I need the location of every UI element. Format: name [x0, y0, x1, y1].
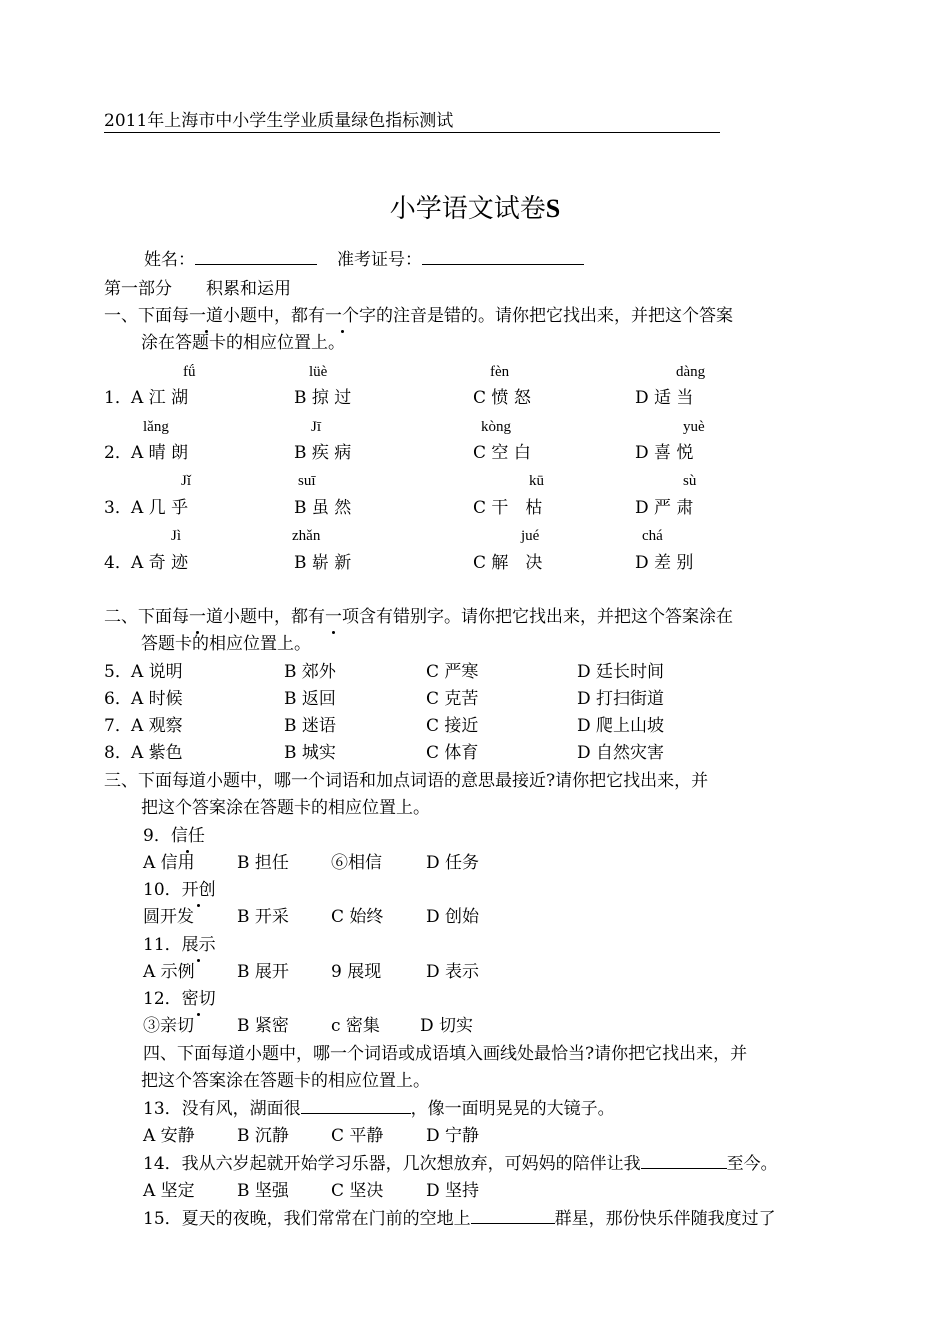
option-c[interactable]: C 克苦 [426, 689, 479, 709]
option-d[interactable]: D 喜 悦 [635, 443, 694, 463]
option-b[interactable]: B 返回 [284, 689, 336, 709]
title-text: 小学语文试卷 [389, 194, 546, 224]
id-label: 准考证号： [337, 250, 422, 270]
pinyin: sù [683, 473, 697, 489]
option-a[interactable]: A 紫色 [131, 743, 183, 763]
option-a[interactable]: A 说明 [131, 662, 183, 682]
option-a[interactable]: 圆开发 [143, 907, 194, 927]
option-b[interactable]: B 疾 病 [294, 443, 352, 463]
pinyin: lǎng [143, 419, 169, 435]
option-b[interactable]: B 迷语 [284, 716, 336, 736]
pinyin: chá [642, 528, 663, 544]
option-d[interactable]: D 坚持 [426, 1181, 480, 1201]
pinyin: fǘ [183, 364, 196, 380]
question-15: 15．夏天的夜晚，我们常常在门前的空地上 群星，那份快乐伴随我度过了 [143, 1209, 776, 1229]
option-c[interactable]: ⑥相信 [331, 853, 382, 873]
answer-blank[interactable] [471, 1209, 555, 1224]
question-number: 6． [104, 689, 132, 709]
option-d[interactable]: D 爬上山坡 [577, 716, 665, 736]
option-d[interactable]: D 严 肃 [635, 498, 694, 518]
option-c[interactable]: C 坚决 [331, 1181, 384, 1201]
pinyin: Jī [311, 419, 322, 435]
student-info [144, 250, 584, 270]
section4-instruction: 四、下面每道小题中，哪一个词语或成语填入画线处最恰当?请你把它找出来，并 [143, 1044, 748, 1064]
option-c[interactable]: C 严寒 [426, 662, 479, 682]
option-b[interactable]: B 郊外 [284, 662, 336, 682]
option-a[interactable]: A 几 乎 [131, 498, 189, 518]
pinyin: zhǎn [292, 528, 321, 544]
pinyin: yuè [683, 419, 705, 435]
option-c[interactable]: C 解 决 [473, 553, 543, 573]
option-a[interactable]: A 示例 [143, 962, 195, 982]
question-number: 1． [104, 388, 132, 408]
option-a[interactable]: A 坚定 [143, 1181, 195, 1201]
option-c[interactable]: C 平静 [331, 1126, 384, 1146]
pinyin: jué [521, 528, 540, 544]
section4-instruction-line2: 把这个答案涂在答题卡的相应位置上。 [141, 1071, 430, 1091]
option-b[interactable]: B 担任 [237, 853, 289, 873]
question-number: 4． [104, 553, 132, 573]
answer-blank[interactable] [301, 1099, 411, 1114]
section2-instruction-line2: 答题卡的相应位置上。 [141, 634, 311, 654]
pinyin: fèn [490, 364, 510, 380]
option-a[interactable]: A 江 湖 [131, 388, 189, 408]
option-c[interactable]: c 密集 [331, 1016, 380, 1036]
question-number: 8． [104, 743, 132, 763]
option-d[interactable]: D 自然灾害 [577, 743, 665, 763]
emphasis-text: 每一道 [172, 607, 223, 627]
name-blank[interactable] [195, 250, 317, 265]
section3-instruction-line2: 把这个答案涂在答题卡的相应位置上。 [141, 798, 430, 818]
section2-instruction: 二、下面每一道小题中，都有一项含有错别字。请你把它找出来，并把这个答案涂在 [104, 607, 733, 627]
target-word: 信任 [170, 826, 205, 846]
option-b[interactable]: B 崭 新 [294, 553, 352, 573]
option-a[interactable]: A 晴 朗 [131, 443, 189, 463]
pinyin: kū [529, 473, 544, 489]
option-a[interactable]: A 信用 [143, 853, 195, 873]
option-c[interactable]: C 愤 怒 [473, 388, 531, 408]
option-c[interactable]: C 接近 [426, 716, 479, 736]
pinyin: Jǐ [181, 473, 192, 489]
option-a[interactable]: ③亲切 [143, 1016, 194, 1036]
option-a[interactable]: A 奇 迹 [131, 553, 189, 573]
option-d[interactable]: D 任务 [426, 853, 480, 873]
question-10: 10．开创 [143, 880, 216, 900]
option-b[interactable]: B 城实 [284, 743, 336, 763]
option-c[interactable]: C 空 白 [473, 443, 531, 463]
option-b[interactable]: B 展开 [237, 962, 289, 982]
pinyin: suī [298, 473, 316, 489]
option-c[interactable]: C 始终 [331, 907, 384, 927]
option-b[interactable]: B 紧密 [237, 1016, 289, 1036]
emphasis-text: 一 [325, 607, 342, 627]
option-c[interactable]: 9 展现 [331, 962, 382, 982]
page-title [0, 192, 950, 226]
question-12: 12．密切 [143, 989, 216, 1009]
option-a[interactable]: A 安静 [143, 1126, 195, 1146]
emphasis-text: 每一道小 [172, 306, 240, 326]
option-d[interactable]: D 切实 [420, 1016, 474, 1036]
emphasis-text: 一个 [325, 306, 359, 326]
part-heading: 第一部分 积累和运用 [104, 279, 291, 299]
option-b[interactable]: B 虽 然 [294, 498, 352, 518]
target-word: 开创 [181, 880, 216, 900]
pinyin: Jì [171, 528, 182, 544]
name-label: 姓名： [144, 250, 195, 270]
title-letter: S [545, 194, 561, 223]
target-word: 展示 [181, 935, 216, 955]
answer-blank[interactable] [641, 1154, 727, 1169]
option-c[interactable]: C 体育 [426, 743, 479, 763]
option-d[interactable]: D 宁静 [426, 1126, 480, 1146]
target-word: 密切 [181, 989, 216, 1009]
option-d[interactable]: D 差 别 [635, 553, 694, 573]
question-11: 11．展示 [143, 935, 216, 955]
question-13: 13．没有风，湖面很 ，像一面明晃晃的大镜子。 [143, 1099, 615, 1119]
question-number: 3． [104, 498, 132, 518]
exam-header: 2011年上海市中小学生学业质量绿色指标测试 [104, 106, 720, 133]
option-a[interactable]: A 时候 [131, 689, 183, 709]
option-b[interactable]: B 开采 [237, 907, 289, 927]
option-d[interactable]: D 适 当 [635, 388, 694, 408]
question-number: 7． [104, 716, 132, 736]
option-b[interactable]: B 坚强 [237, 1181, 289, 1201]
option-a[interactable]: A 观察 [131, 716, 183, 736]
id-blank[interactable] [422, 250, 584, 265]
option-d[interactable]: D 创始 [426, 907, 480, 927]
question-number: 5． [104, 662, 132, 682]
question-number: 2． [104, 443, 132, 463]
section3-instruction: 三、下面每道小题中，哪一个词语和加点词语的意思最接近?请你把它找出来，并 [104, 771, 709, 791]
pinyin: kòng [481, 419, 511, 435]
option-d[interactable]: D 打扫街道 [577, 689, 665, 709]
pinyin: dàng [676, 364, 706, 380]
option-c[interactable]: C 干 枯 [473, 498, 543, 518]
section1-instruction: 一、下面每一道小题中，都有一个字的注音是错的。请你把它找出来，并把这个答案 [104, 306, 733, 326]
question-14: 14．我从六岁起就开始学习乐器，几次想放弃，可妈妈的陪伴让我 至今。 [143, 1154, 778, 1174]
pinyin: lüè [309, 364, 328, 380]
option-b[interactable]: B 沉静 [237, 1126, 289, 1146]
option-d[interactable]: D 表示 [426, 962, 480, 982]
option-d[interactable]: D 廷长时间 [577, 662, 665, 682]
question-9: 9．信任 [143, 826, 205, 846]
option-b[interactable]: B 掠 过 [294, 388, 352, 408]
section1-instruction-line2: 涂在答题卡的相应位置上。 [141, 333, 345, 353]
